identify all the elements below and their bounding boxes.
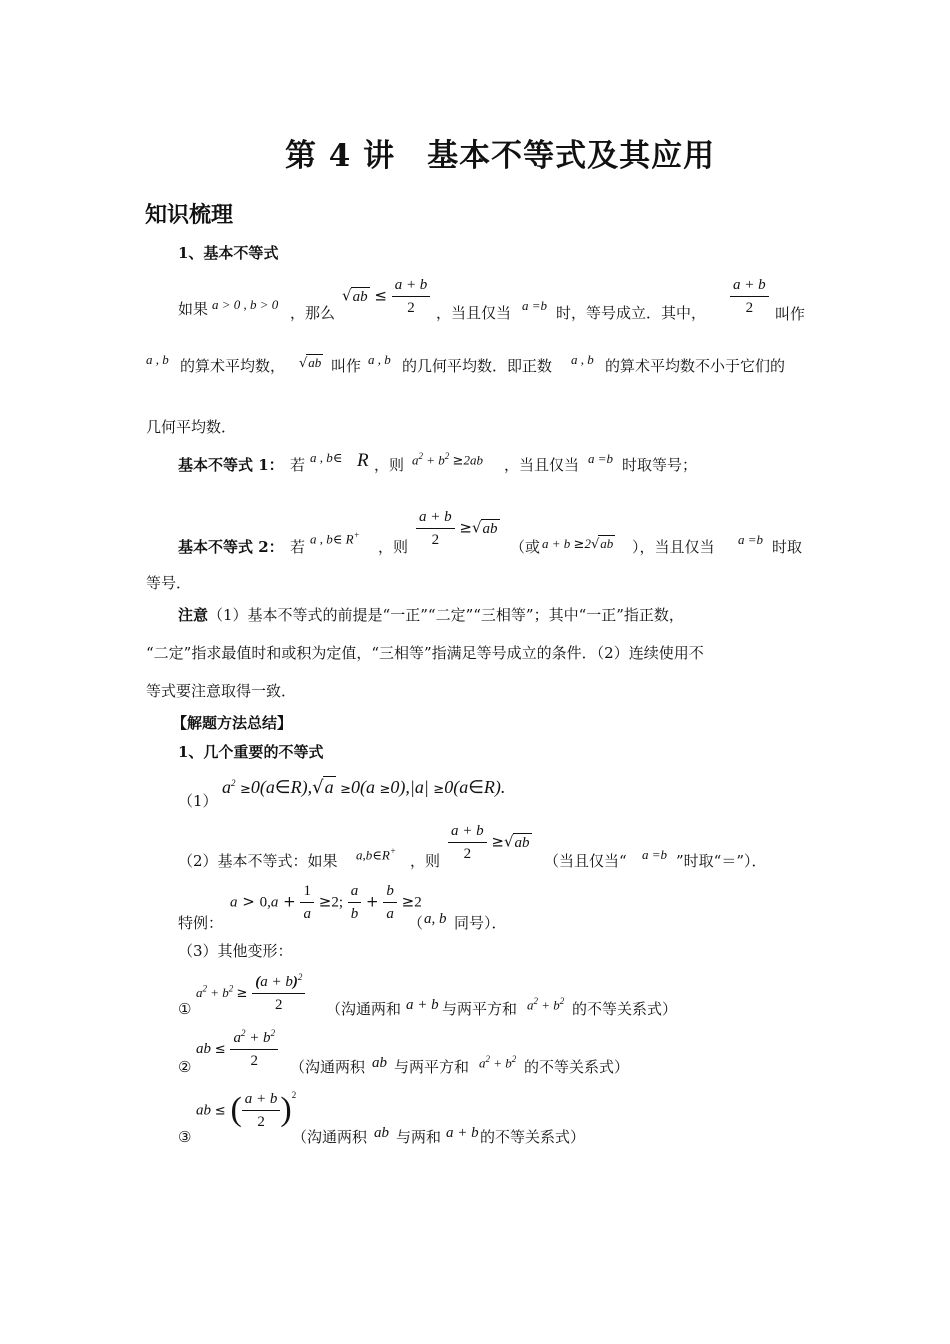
note-label: 注意 — [178, 606, 209, 624]
p3-text: 几何平均数． — [146, 418, 237, 436]
variant1-mark: ① — [178, 1000, 192, 1018]
variant1-text-b: 与两平方和 — [442, 1000, 518, 1018]
ineq1-equality: a =b — [588, 451, 614, 466]
ineq1-text-b: ，则 — [374, 456, 405, 474]
p2-text-a: 的算术平均数， — [180, 357, 286, 375]
page-title: 第 4 讲 基本不等式及其应用 — [285, 138, 716, 174]
item1-label: （1） — [178, 792, 218, 810]
ineq2-formula: $\frac{a + b}{2}$ ≥√ab — [416, 508, 500, 549]
p1-formula-am-gm: √ab ≤ $\frac{a + b}{2}$ — [342, 276, 430, 317]
item2-formula: $\frac{a + b}{2}$ ≥√ab — [448, 822, 532, 863]
subheading-basic-inequality: 1、基本不等式 — [178, 244, 279, 262]
p1-text-e: 叫作 — [775, 305, 806, 323]
item1-formula: $a^2$ ≥0(a∈R),√a ≥0(a ≥0),|a| ≥0(a∈R). — [222, 777, 506, 798]
ineq2-alt-formula: a + b ≥2√ab — [542, 536, 614, 552]
note-line1: 注意（1）基本不等式的前提是“一正”“二定”“三相等”；其中“一正”指正数， — [178, 606, 684, 624]
ineq2-equality: a =b — [738, 532, 764, 547]
ineq1-text-a: 若 — [290, 456, 306, 474]
variant3-prod: ab — [374, 1125, 389, 1141]
ineq1-condition: a , b∈ — [310, 450, 343, 465]
variant2-text-a: （沟通两积 — [290, 1058, 366, 1076]
ineq1-formula: $a^2 + b^2 \ge 2ab$ — [412, 451, 483, 469]
note-line3: 等式要注意取得一致． — [146, 682, 297, 700]
item2-text-c: （当且仅当“ — [544, 852, 627, 870]
special-text-b: 同号）． — [454, 914, 507, 932]
ineq2-text-a: 若 — [290, 538, 306, 556]
item3-label: （3）其他变形： — [178, 942, 293, 960]
special-ab: a, b — [424, 911, 447, 927]
p2-sqrt-ab: √ab — [299, 355, 322, 371]
p2-text-b: 叫作 — [331, 357, 362, 375]
p2-ab3: a , b — [571, 352, 594, 367]
variant3-formula: ab ≤ ( $\frac{a + b}{2}$ )$^2$ — [196, 1090, 297, 1130]
variant1-sum: a + b — [406, 997, 439, 1013]
p2-ab2: a , b — [368, 352, 391, 367]
p1-condition: a > 0 , b > 0 — [212, 297, 279, 312]
ineq1-text-d: 时取等号； — [622, 456, 698, 474]
variant3-text-b: 与两和 — [396, 1128, 442, 1146]
ineq2-text-c: （或 — [510, 538, 541, 556]
variant3-sum: a + b — [446, 1125, 479, 1141]
section-heading: 知识梳理 — [145, 202, 234, 228]
p1-equality: a =b — [522, 298, 548, 313]
subheading-important-inequalities: 1、几个重要的不等式 — [178, 743, 324, 761]
variant3-text-a: （沟通两积 — [292, 1128, 368, 1146]
ineq1-text-c: ，当且仅当 — [504, 456, 580, 474]
p1-text-b: ，那么 — [290, 304, 336, 322]
special-label: 特例： — [178, 914, 224, 932]
p1-text-d: 时，等号成立．其中， — [556, 304, 707, 322]
variant2-text-c: 的不等关系式） — [524, 1058, 630, 1076]
item2-text-a: （2）基本不等式：如果 — [178, 852, 338, 870]
variant2-formula: ab ≤ $\frac{a^2 + b^2}{2}$ — [196, 1028, 278, 1070]
item2-text-d: ”时取“＝”）． — [676, 852, 767, 870]
item2-equality: a =b — [642, 847, 668, 862]
item2-condition: a,b∈R+ — [356, 846, 396, 863]
ineq1-set: R — [357, 450, 369, 471]
variant1-formula: $a^2 + b^2$ ≥ $\frac{(a + b)^2}{2}$ — [196, 972, 305, 1014]
variant3-text-c: 的不等关系式） — [480, 1128, 586, 1146]
variant2-text-b: 与两平方和 — [394, 1058, 470, 1076]
ineq2-text-d: ），当且仅当 — [632, 538, 715, 556]
variant1-text-a: （沟通两和 — [326, 1000, 402, 1018]
p1-text-c: ，当且仅当 — [436, 304, 512, 322]
p2-ab: a , b — [146, 352, 169, 367]
p1-text-a: 如果 — [178, 300, 209, 318]
sqrt-icon: √ — [342, 286, 352, 305]
ineq2-text-e: 时取 — [772, 538, 803, 556]
methods-heading: 【解题方法总结】 — [172, 714, 293, 732]
ineq2-text-f: 等号． — [146, 574, 192, 592]
ineq2-label: 基本不等式 2： — [178, 538, 284, 556]
variant2-prod: ab — [372, 1055, 387, 1071]
ineq1-label: 基本不等式 1： — [178, 456, 284, 474]
special-formula: a > 0,a + $\frac{1}{a}$ ≥2; $\frac{a}{b}$ + $\frac{b}{a}$ ≥2 — [230, 883, 422, 922]
ineq2-text-b: ，则 — [378, 538, 409, 556]
variant3-mark: ③ — [178, 1128, 192, 1146]
item2-text-b: ，则 — [410, 852, 441, 870]
p1-formula-am: $\frac{a + b}{2}$ — [730, 276, 769, 317]
special-text-a: （ — [408, 914, 424, 932]
p2-text-d: 的算术平均数不小于它们的 — [605, 357, 786, 375]
variant2-mark: ② — [178, 1058, 192, 1076]
variant1-squares: $a^2 + b^2$ — [527, 996, 565, 1013]
note-line2: “二定”指求最值时和或积为定值，“三相等”指满足等号成立的条件．（2）连续使用不 — [146, 644, 704, 662]
variant2-squares: $a^2 + b^2$ — [479, 1054, 517, 1071]
variant1-text-c: 的不等关系式） — [572, 1000, 678, 1018]
p2-text-c: 的几何平均数．即正数 — [402, 357, 553, 375]
ineq2-condition: a , b∈ R+ — [310, 530, 360, 547]
